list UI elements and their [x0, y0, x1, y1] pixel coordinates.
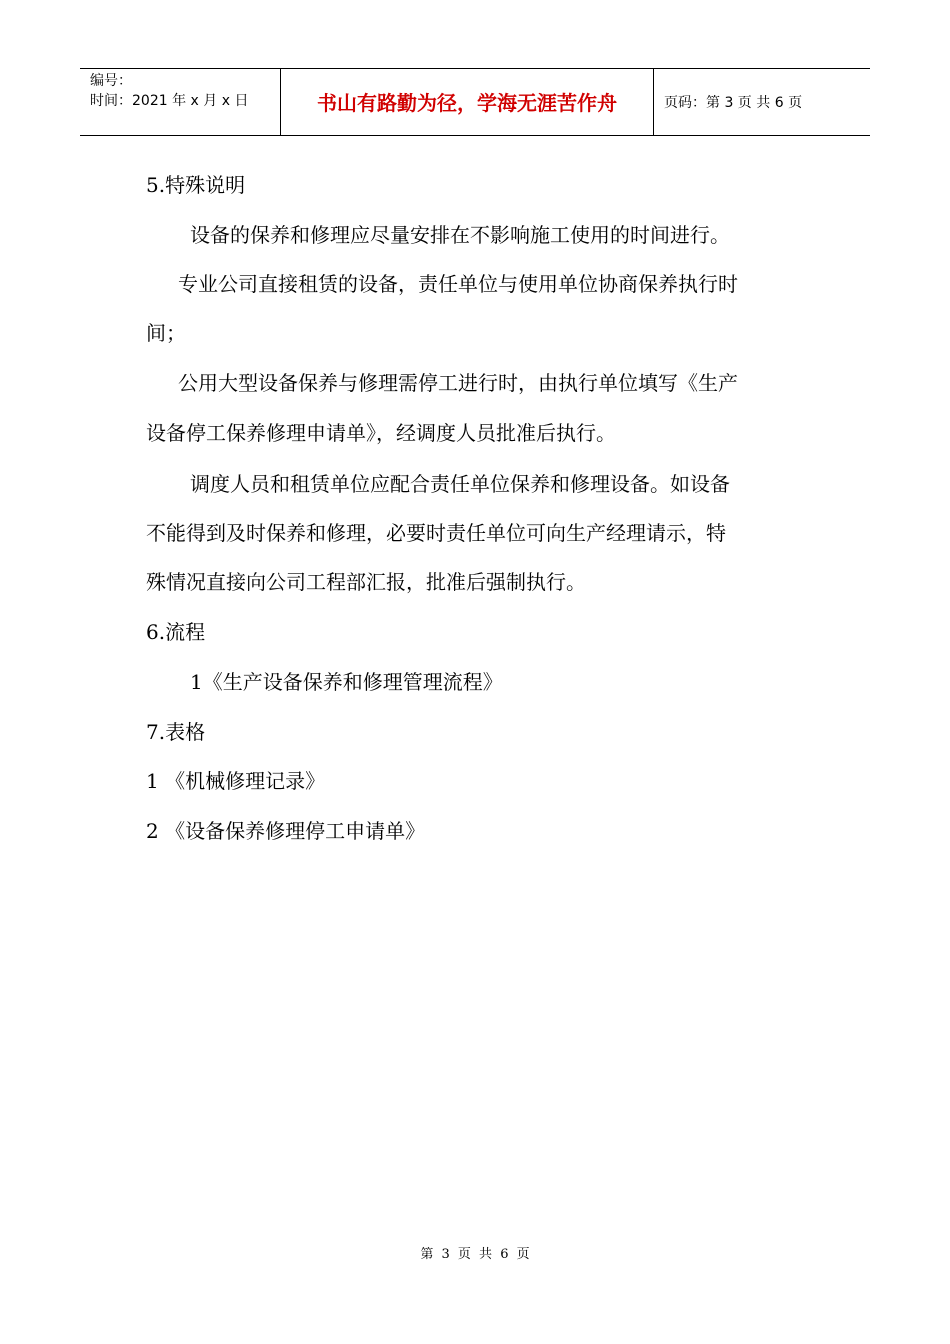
header-motto: 书山有路勤为径，学海无涯苦作舟 — [317, 91, 617, 115]
paragraph-shutdown-line-2: 设备停工保养修理申请单》，经调度人员批准后执行。 — [146, 421, 616, 445]
paragraph-dispatch-line-3: 殊情况直接向公司工程部汇报，批准后强制执行。 — [146, 570, 586, 594]
page-footer: 第 3 页 共 6 页 — [420, 1247, 530, 1262]
paragraph-dispatch-line-1: 调度人员和租赁单位应配合责任单位保养和修理设备。如设备 — [190, 472, 730, 496]
header-page-label: 页码：第 3 页 共 6 页 — [664, 95, 803, 111]
paragraph-leasing-line-1: 专业公司直接租赁的设备，责任单位与使用单位协商保养执行时 — [178, 272, 738, 296]
paragraph-dispatch-line-2: 不能得到及时保养和修理，必要时责任单位可向生产经理请示，特 — [146, 521, 726, 545]
section-7-title: 7.表格 — [146, 720, 206, 744]
form-item-1: 1 《机械修理记录》 — [146, 769, 326, 793]
header-info-cell — [80, 69, 281, 135]
document-number-label: 编号： — [90, 73, 132, 89]
header-motto-cell — [281, 69, 654, 135]
section-5-title: 5.特殊说明 — [146, 173, 246, 197]
header-page-cell — [654, 69, 870, 135]
form-item-2: 2 《设备保养修理停工申请单》 — [146, 819, 426, 843]
paragraph-leasing-line-2: 间； — [146, 321, 186, 345]
section-6-title: 6.流程 — [146, 620, 206, 644]
document-header — [80, 68, 870, 136]
flow-item-1: 1《生产设备保养和修理管理流程》 — [190, 670, 503, 694]
document-time-label: 时间：2021 年 x 月 x 日 — [90, 93, 249, 109]
paragraph-maintenance-timing: 设备的保养和修理应尽量安排在不影响施工使用的时间进行。 — [190, 223, 730, 247]
paragraph-shutdown-line-1: 公用大型设备保养与修理需停工进行时，由执行单位填写《生产 — [178, 371, 738, 395]
